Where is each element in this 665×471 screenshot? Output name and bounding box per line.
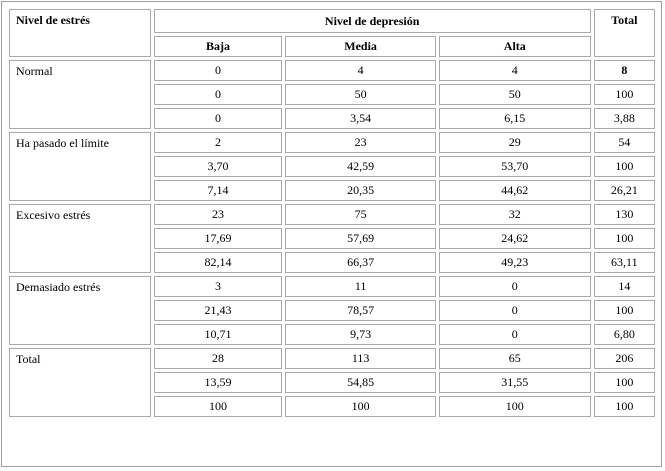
cell-total: 100 [594, 372, 655, 393]
stress-level-label: Ha pasado el límite [9, 132, 151, 201]
cell-alta: 65 [439, 348, 591, 369]
cell-alta: 0 [439, 276, 591, 297]
document-frame [1, 1, 662, 467]
cell-total: 14 [594, 276, 655, 297]
cell-total: 130 [594, 204, 655, 225]
cell-total: 100 [594, 396, 655, 417]
cell-baja: 10,71 [154, 324, 283, 345]
cell-baja: 23 [154, 204, 283, 225]
cell-baja: 100 [154, 396, 283, 417]
header-depression-level: Nivel de depresión [154, 9, 591, 33]
cell-total: 26,21 [594, 180, 655, 201]
cell-media: 20,35 [285, 180, 436, 201]
cell-media: 75 [285, 204, 436, 225]
stress-level-label: Excesivo estrés [9, 204, 151, 273]
stress-depression-table [6, 6, 658, 420]
table-row [9, 204, 655, 225]
cell-alta: 6,15 [439, 108, 591, 129]
header-alta: Alta [439, 36, 591, 57]
cell-media: 50 [285, 84, 436, 105]
cell-alta: 0 [439, 300, 591, 321]
cell-total: 100 [594, 84, 655, 105]
header-total: Total [594, 9, 655, 57]
cell-baja: 21,43 [154, 300, 283, 321]
table-row [9, 276, 655, 297]
table-row [9, 348, 655, 369]
cell-total: 6,80 [594, 324, 655, 345]
cell-media: 9,73 [285, 324, 436, 345]
cell-alta: 50 [439, 84, 591, 105]
header-stress-level: Nivel de estrés [9, 9, 151, 57]
cell-total: 206 [594, 348, 655, 369]
cell-media: 3,54 [285, 108, 436, 129]
cell-total: 3,88 [594, 108, 655, 129]
cell-baja: 0 [154, 108, 283, 129]
stress-level-label: Total [9, 348, 151, 417]
cell-alta: 0 [439, 324, 591, 345]
cell-media: 113 [285, 348, 436, 369]
cell-alta: 49,23 [439, 252, 591, 273]
cell-baja: 0 [154, 84, 283, 105]
cell-alta: 32 [439, 204, 591, 225]
header-row-1 [9, 9, 655, 33]
cell-media: 57,69 [285, 228, 436, 249]
cell-total: 100 [594, 228, 655, 249]
cell-alta: 44,62 [439, 180, 591, 201]
cell-baja: 13,59 [154, 372, 283, 393]
header-media: Media [285, 36, 436, 57]
stress-level-label: Demasiado estrés [9, 276, 151, 345]
cell-baja: 2 [154, 132, 283, 153]
cell-total: 63,11 [594, 252, 655, 273]
cell-media: 11 [285, 276, 436, 297]
cell-baja: 17,69 [154, 228, 283, 249]
cell-alta: 31,55 [439, 372, 591, 393]
stress-level-label: Normal [9, 60, 151, 129]
cell-media: 54,85 [285, 372, 436, 393]
cell-alta: 4 [439, 60, 591, 81]
table-row [9, 60, 655, 81]
cell-alta: 53,70 [439, 156, 591, 177]
cell-media: 42,59 [285, 156, 436, 177]
cell-baja: 82,14 [154, 252, 283, 273]
table-row [9, 132, 655, 153]
cell-media: 78,57 [285, 300, 436, 321]
cell-baja: 7,14 [154, 180, 283, 201]
cell-media: 23 [285, 132, 436, 153]
cell-alta: 29 [439, 132, 591, 153]
cell-alta: 100 [439, 396, 591, 417]
cell-media: 66,37 [285, 252, 436, 273]
cell-media: 100 [285, 396, 436, 417]
cell-baja: 0 [154, 60, 283, 81]
cell-total: 100 [594, 156, 655, 177]
cell-baja: 28 [154, 348, 283, 369]
cell-baja: 3 [154, 276, 283, 297]
header-baja: Baja [154, 36, 283, 57]
cell-baja: 3,70 [154, 156, 283, 177]
cell-total: 54 [594, 132, 655, 153]
cell-alta: 24,62 [439, 228, 591, 249]
cell-media: 4 [285, 60, 436, 81]
cell-total: 8 [594, 60, 655, 81]
cell-total: 100 [594, 300, 655, 321]
